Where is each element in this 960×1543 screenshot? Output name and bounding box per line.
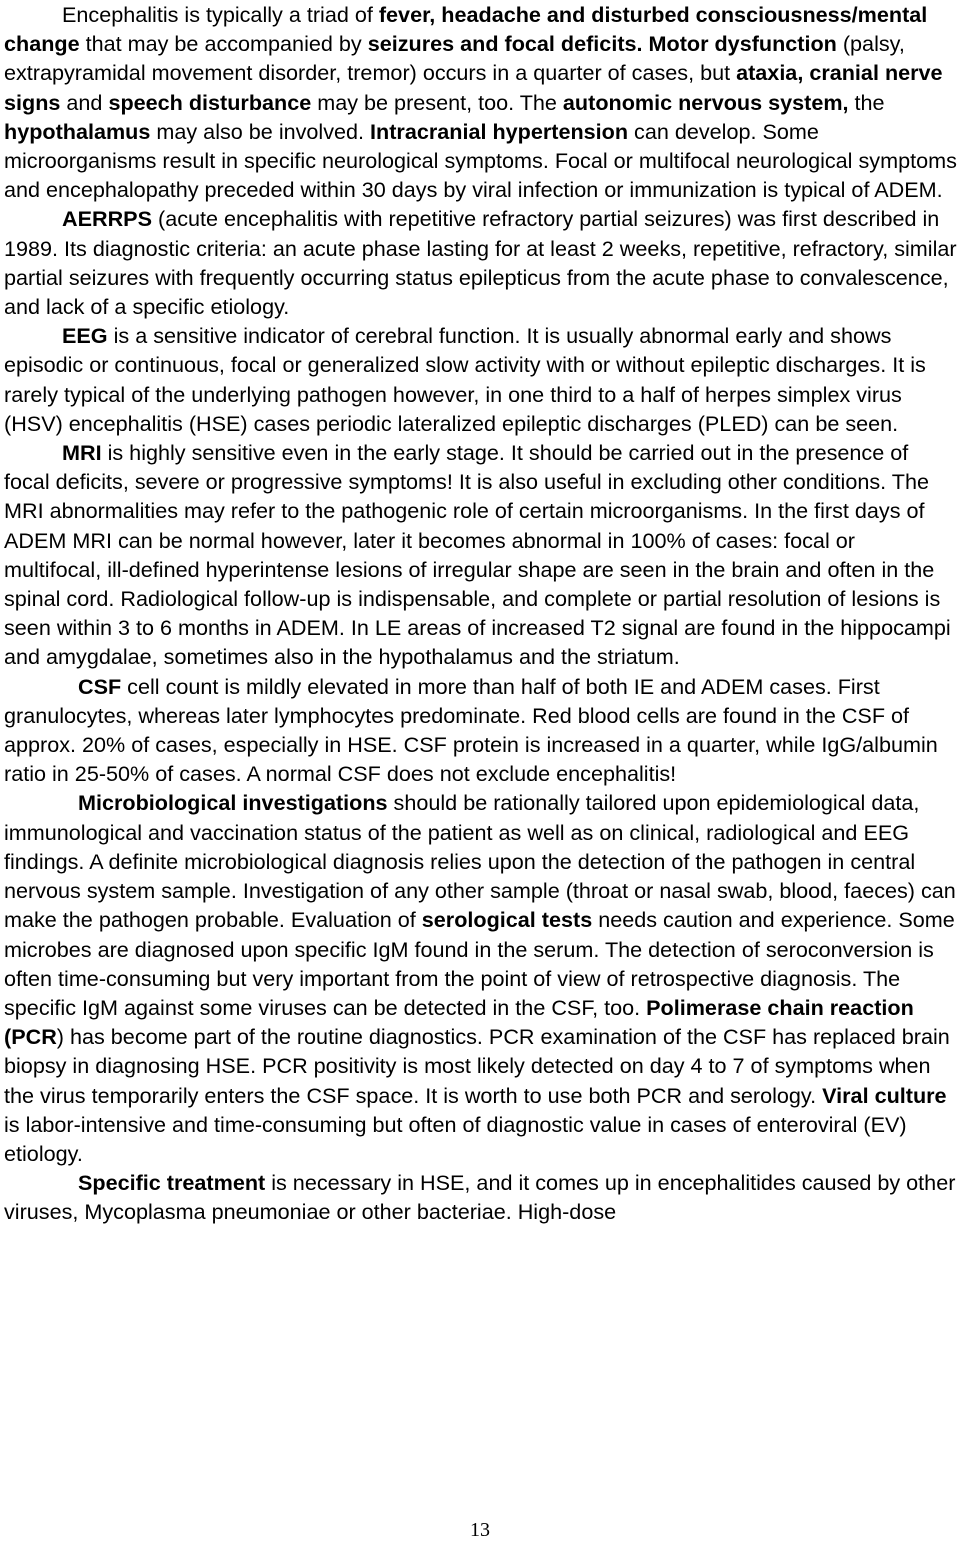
bold-term: EEG xyxy=(62,323,108,349)
text-run: that may be accompanied by xyxy=(79,31,368,57)
text-run: Encephalitis is typically a triad of xyxy=(62,2,379,27)
bold-term: Motor dysfunction xyxy=(648,31,837,57)
text-run: cell count is mildly elevated in more than half of both IE and ADEM cases. First granulocytes, whereas later lymphocytes predominate. Red blood cells are found in the CSF of approx. 20% of cases, especially in HSE. CSF protein is increased in a quarter, while IgG/albumin ratio in 25-50% of cases. A normal CSF does not exclude encephalitis! xyxy=(4,673,938,787)
text-run: is highly sensitive even in the early stage. It should be carried out in the presence of focal deficits, severe or progressive symptoms! It is also useful in excluding other conditions. The MRI abnormalities may refer to the pathogenic role of certain microorganisms. In the first days of ADEM MRI can be normal however, later it becomes abnormal in 100% of cases: focal or multifocal, ill-defined hyperintense lesions of irregular shape are seen in the brain and often in the spinal cord. Radiological follow-up is indispensable, and complete or partial resolution of lesions is seen within 3 to 6 months in ADEM. In LE areas of increased T2 signal are found in the hippocampi and amygdalae, sometimes also in the hypothalamus and the striatum. xyxy=(4,440,951,670)
text-run: is labor-intensive and time-consuming but often of diagnostic value in cases of enteroviral (EV) etiology. xyxy=(4,1111,907,1166)
paragraph xyxy=(4,321,958,438)
bold-term: hypothalamus xyxy=(4,118,151,144)
bold-term: Microbiological investigations xyxy=(78,790,388,816)
text-run: and xyxy=(60,89,109,115)
paragraph xyxy=(4,0,958,204)
document-page xyxy=(4,0,958,1227)
text-run: is a sensitive indicator of cerebral function. It is usually abnormal early and shows episodic or continuous, focal or generalized slow activity with or without epileptic discharges. It is rarely typical of the underlying pathogen however, in one third to a half of herpes simplex virus (HSV) encephalitis (HSE) cases periodic lateralized epileptic discharges (PLED) can be seen. xyxy=(4,323,926,436)
bold-term: fever, headache and disturbed consciousness/mental change xyxy=(4,2,928,57)
text-run: needs caution and experience. Some microbes are diagnosed upon specific IgM found in the serum. The detection of seroconversion is often time-consuming but very important from the point of view of retrospective diagnosis. The specific IgM against some viruses can be detected in the CSF, too. xyxy=(4,907,955,1020)
paragraph xyxy=(4,672,958,789)
bold-term: MRI xyxy=(62,440,102,466)
text-run: should be rationally tailored upon epidemiological data, immunological and vaccination status of the patient as well as on clinical, radiological and EEG findings. A definite microbiological diagnosis relies upon the detection of the pathogen in central nervous system sample. Investigation of any other sample (throat or nasal swab, blood, faeces) can make the pathogen probable. Evaluation of xyxy=(4,790,956,933)
paragraph xyxy=(4,438,958,672)
bold-term: Polimerase chain reaction (PCR xyxy=(4,994,914,1050)
text-run: (palsy, extrapyramidal movement disorder, tremor) occurs in a quarter of cases, but xyxy=(4,31,905,86)
text-run: may be present, too. The xyxy=(311,89,563,115)
bold-term: speech disturbance xyxy=(108,89,312,115)
paragraph xyxy=(4,204,958,321)
paragraph xyxy=(4,788,958,1168)
bold-term: ataxia, cranial nerve signs xyxy=(4,60,943,115)
text-run: can develop. Some microorganisms result in specific neurological symptoms. Focal or multifocal neurological symptoms and encephalopathy preceded within 30 days by viral infection or immunization is typical of ADEM. xyxy=(4,118,957,203)
bold-term: AERRPS xyxy=(62,206,152,232)
bold-term: Specific treatment xyxy=(78,1170,266,1196)
text-run: (acute encephalitis with repetitive refractory partial seizures) was first described in 1989. Its diagnostic criteria: an acute phase lasting for at least 2 weeks, repetitive, refractory, similar partial seizures with frequently occurring status epilepticus from the acute phase to convalescence, and lack of a specific etiology. xyxy=(4,206,957,320)
text-run: the xyxy=(848,89,885,115)
page-number: 13 xyxy=(470,1519,490,1541)
text-run: may also be involved. xyxy=(150,118,371,144)
text-run: ) has become part of the routine diagnostics. PCR examination of the CSF has replaced brain biopsy in diagnosing HSE. PCR positivity is most likely detected on day 4 to 7 of symptoms when the virus temporarily enters the CSF space. It is worth to use both PCR and serology. xyxy=(4,1024,950,1108)
bold-term: seizures and focal deficits. xyxy=(367,31,643,57)
bold-term: Intracranial hypertension xyxy=(370,118,629,144)
bold-term: autonomic nervous system, xyxy=(562,89,849,115)
bold-term: CSF xyxy=(78,673,122,699)
bold-term: Viral culture xyxy=(822,1082,947,1108)
paragraph xyxy=(4,1168,958,1226)
bold-term: serological tests xyxy=(421,907,593,933)
body-text xyxy=(4,0,958,1227)
text-run: is necessary in HSE, and it comes up in encephalitides caused by other viruses, Mycoplasma pneumoniae or other bacteriae. High-dose xyxy=(4,1170,956,1225)
